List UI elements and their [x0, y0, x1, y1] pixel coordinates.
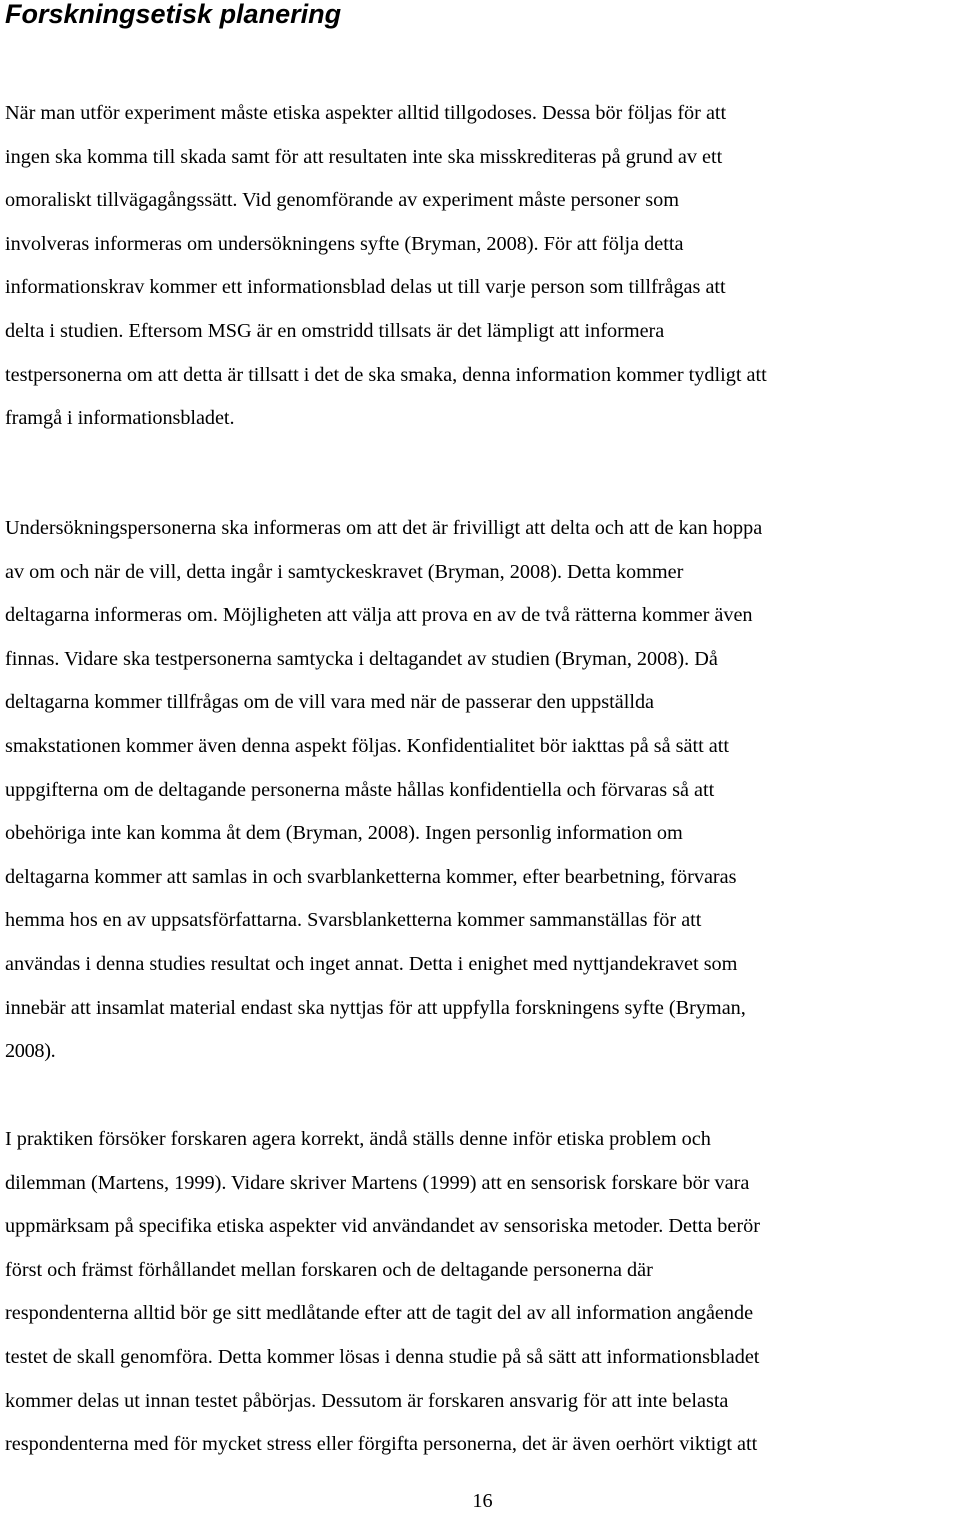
paragraph-3-line-2: dilemman (Martens, 1999). Vidare skriver Martens (1999) att en sensorisk forskare bör vara — [5, 1171, 750, 1194]
paragraph-2-line-6: smakstationen kommer även denna aspekt följas. Konfidentialitet bör iakttas på så sätt att — [5, 734, 729, 757]
paragraph-3-line-4: först och främst förhållandet mellan forskaren och de deltagande personerna där — [5, 1258, 653, 1281]
paragraph-2-line-2: av om och när de vill, detta ingår i samtyckeskravet (Bryman, 2008). Detta kommer — [5, 560, 684, 583]
paragraph-2-line-4: finnas. Vidare ska testpersonerna samtycka i deltagandet av studien (Bryman, 2008). Då — [5, 647, 718, 670]
paragraph-3-line-5: respondenterna alltid bör ge sitt medlåtande efter att de tagit del av all information angående — [5, 1302, 754, 1325]
paragraph-1-line-6: delta i studien. Eftersom MSG är en omstridd tillsats är det lämpligt att informera — [5, 319, 665, 342]
paragraph-2-line-9: deltagarna kommer att samlas in och svarblanketterna kommer, efter bearbetning, förvaras — [5, 865, 737, 888]
paragraph-1-line-1: När man utför experiment måste etiska aspekter alltid tillgodoses. Dessa bör följas för att — [5, 102, 727, 124]
paragraph-1-line-4: involveras informeras om undersökningens syfte (Bryman, 2008). För att följa detta — [5, 232, 684, 255]
paragraph-1-line-3: omoraliskt tillvägagångssätt. Vid genomförande av experiment måste personer som — [5, 189, 679, 212]
paragraph-2-line-1: Undersökningspersonerna ska informeras om att det är frivilligt att delta och att de kan hoppa — [5, 517, 763, 539]
paragraph-2-line-12: innebär att insamlat material endast ska nyttjas för att uppfylla forskningens syfte (Bryman, — [5, 996, 746, 1019]
paragraph-2-line-5: deltagarna kommer tillfrågas om de vill vara med när de passerar den uppställda — [5, 691, 655, 714]
paragraph-2-line-11: användas i denna studies resultat och inget annat. Detta i enighet med nyttjandekravet som — [5, 952, 738, 975]
paragraph-2-line-7: uppgifterna om de deltagande personerna måste hållas konfidentiella och förvaras så att — [5, 778, 715, 801]
paragraph-2-line-13: 2008). — [5, 1040, 56, 1063]
paragraph-3-line-7: kommer delas ut innan testet påbörjas. Dessutom är forskaren ansvarig för att inte belasta — [5, 1389, 729, 1412]
paragraph-2-line-10: hemma hos en av uppsatsförfattarna. Svarsblanketterna kommer sammanställas för att — [5, 909, 702, 932]
paragraph-3-line-8: respondenterna med för mycket stress eller förgifta personerna, det är även oerhört viktigt att — [5, 1433, 758, 1456]
paragraph-2-line-8: obehöriga inte kan komma åt dem (Bryman, 2008). Ingen personlig information om — [5, 822, 683, 845]
paragraph-1-line-8: framgå i informationsbladet. — [5, 407, 235, 430]
section-heading: Forskningsetisk planering — [5, 0, 342, 29]
paragraph-3 — [5, 1118, 960, 1467]
paragraph-3-line-6: testet de skall genomföra. Detta kommer lösas i denna studie på så sätt att informationsbladet — [5, 1345, 760, 1368]
paragraph-1 — [5, 92, 960, 441]
paragraph-3-line-1: I praktiken försöker forskaren agera korrekt, ändå ställs denne inför etiska problem och — [5, 1128, 711, 1150]
paragraph-2-line-3: deltagarna informeras om. Möjligheten att välja att prova en av de två rätterna kommer även — [5, 604, 753, 627]
paragraph-1-line-5: informationskrav kommer ett informationsblad delas ut till varje person som tillfrågas att — [5, 276, 726, 299]
paragraph-3-line-3: uppmärksam på specifika etiska aspekter vid användandet av sensoriska metoder. Detta berör — [5, 1215, 760, 1238]
paragraph-1-line-7: testpersonerna om att detta är tillsatt i det de ska smaka, denna information kommer tydligt att — [5, 363, 767, 386]
paragraph-1-line-2: ingen ska komma till skada samt för att resultaten inte ska misskrediteras på grund av ett — [5, 145, 723, 168]
page-number: 16 — [472, 1490, 493, 1512]
paragraph-2 — [5, 507, 960, 1074]
